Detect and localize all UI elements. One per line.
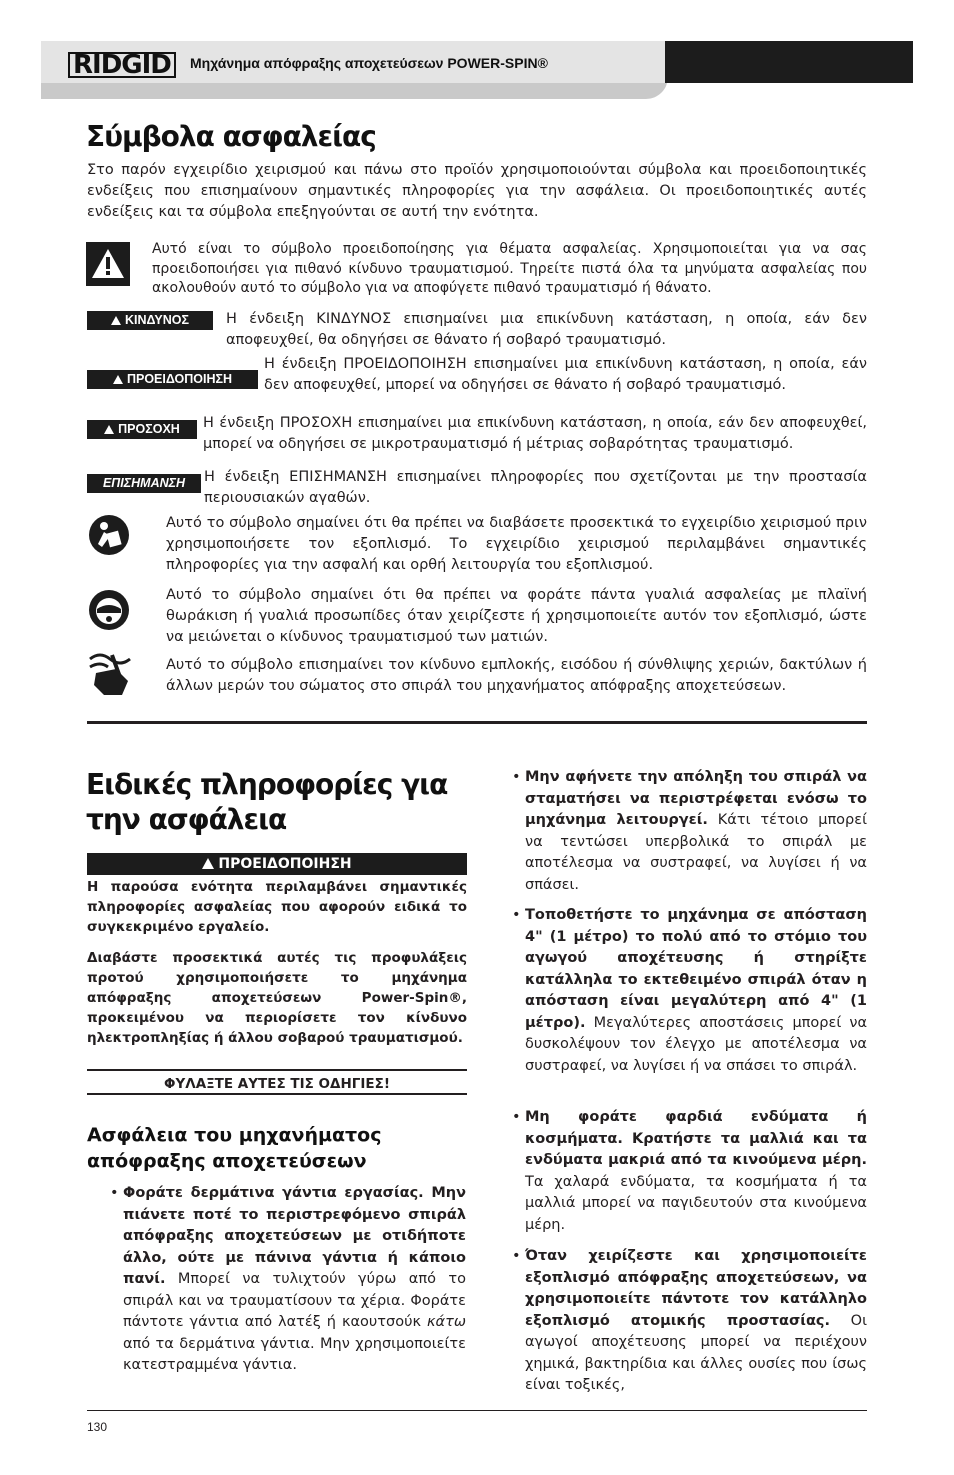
safety-goggles-icon — [88, 589, 130, 631]
safety-goggles-text: Αυτό το σύμβολο σημαίνει ότι θα πρέπει να φοράτε πάντα γυαλιά ασφαλείας με πλαϊνή θωράκιση ή γυαλιά προσωπίδες όταν χειρίζεστε ή χρησιμοποιείτε αυτόν τον εξοπλισμό, ώστε να μειώνεται ο κίνδυνος τραυματισμού των ματιών. — [166, 587, 867, 645]
warning-label: ΠΡΟΕΙΔΟΠΟΙΗΣΗ — [87, 370, 258, 389]
danger-text: Η ένδειξη ΚΙΝΔΥΝΟΣ επισημαίνει μια επικίνδυνη κατάσταση, η οποία, εάν δεν αποφευχθεί, θα οδηγήσει σε θάνατο ή σοβαρό τραυματισμό. — [226, 311, 867, 348]
warning-triangle-icon — [111, 316, 121, 325]
ridgid-logo: RIDGID — [68, 50, 176, 80]
bullet-text: Μπορεί να τυλιχτούν γύρω από το σπιράλ και να τραυματίσουν τα χέρια. Φοράτε πάντοτε γάντια από λατέξ ή καουτσούκ — [123, 1271, 466, 1330]
bullet-text: από τα δερμάτινα γάντια. Μην χρησιμοποιείτε κατεστραμμένα γάντια. — [123, 1335, 466, 1373]
warning-paragraph-1: Η παρούσα ενότητα περιλαμβάνει σημαντικές πληροφορίες ασφαλείας που αφορούν ειδικά το συγκεκριμένο εργαλείο. — [87, 879, 467, 935]
header-black-bar — [665, 41, 913, 83]
bullet-cable-tip — [512, 767, 867, 896]
warning-triangle-icon — [202, 858, 214, 869]
alert-symbol-text: Αυτό είναι το σύμβολο προειδοποίησης για θέματα ασφαλείας. Χρησιμοποιείται για να σας προειδοποιήσει για πιθανό κίνδυνο τραυματισμού. Τηρείτε πιστά όλα τα μηνύματα ασφαλείας που ακολουθούν αυτό το σύμβολο για να αποφύγετε πιθανό τραυματισμό ή θάνατο. — [152, 241, 867, 296]
entanglement-hazard-icon — [86, 649, 132, 699]
warning-text: Η ένδειξη ΠΡΟΕΙΔΟΠΟΙΗΣΗ επισημαίνει μια επικίνδυνη κατάσταση, η οποία, εάν δεν αποφευχθεί, μπορεί να οδηγήσει σε θάνατο ή σοβαρό τραυματισμό. — [264, 356, 867, 393]
bullet-bold-text: Όταν χειρίζεστε και χρησιμοποιείτε εξοπλισμό απόφραξης αποχετεύσεων, να χρησιμοποιείτε πάντοτε τον κατάλληλο εξοπλισμό ατομικής προστασίας. — [525, 1248, 867, 1329]
bullet-dot: • — [512, 1109, 521, 1125]
caution-label: ΠΡΟΣΟΧΗ — [87, 420, 197, 439]
bullet-machine-distance — [512, 905, 867, 1077]
subheading-line-1: Ασφάλεια του μηχανήματος — [87, 1124, 382, 1146]
bullet-gloves — [110, 1183, 466, 1377]
section-heading-symbols: Σύμβολα ασφαλείας — [86, 120, 376, 153]
safety-alert-icon — [86, 242, 130, 286]
bullet-dot: • — [110, 1185, 119, 1201]
read-manual-text: Αυτό το σύμβολο σημαίνει ότι θα πρέπει να διαβάσετε προσεκτικά το εγχειρίδιο χειρισμού πριν χρησιμοποιήσετε τον εξοπλισμό. Το εγχειρίδιο χειρισμού περιλαμβάνει σημαντικές πληροφορίες για την ασφαλή και ορθή λειτουργία του εξοπλισμού. — [166, 515, 867, 573]
bullet-protective-equipment — [512, 1246, 867, 1397]
heading-line-2: την ασφάλεια — [86, 803, 287, 836]
danger-label: ΚΙΝΔΥΝΟΣ — [87, 311, 213, 330]
intro-paragraph: Στο παρόν εγχειρίδιο χειρισμού και πάνω στο προϊόν χρησιμοποιούνται σύμβολα και προειδοποιητικές ενδείξεις που επισημαίνουν σημαντικές πληροφορίες για την ασφάλεια. Οι προειδοποιητικές αυτές ενδείξεις και τα σύμβολα επεξηγούνται σε αυτή την ενότητα. — [87, 162, 867, 220]
bullet-dot: • — [512, 1248, 521, 1264]
section-divider — [87, 721, 867, 724]
warning-paragraph-2: Διαβάστε προσεκτικά αυτές τις προφυλάξεις προτού χρησιμοποιήσετε το μηχάνημα απόφραξης αποχετεύσεων Power-Spin®, προκειμένου να περιορίσετε τον κίνδυνο ηλεκτροπληξίας ή άλλου σοβαρού τραυματισμού. — [87, 950, 467, 1046]
bullet-dot: • — [512, 769, 521, 785]
caution-text: Η ένδειξη ΠΡΟΣΟΧΗ επισημαίνει μια επικίνδυνη κατάσταση, η οποία, εάν δεν αποφευχθεί, μπορεί να οδηγήσει σε μικροτραυματισμό ή μέτριας σοβαρότητας τραυματισμό. — [203, 415, 867, 452]
save-instructions-label: ΦΥΛΑΞΤΕ ΑΥΤΕΣ ΤΙΣ ΟΔΗΓΙΕΣ! — [87, 1069, 467, 1095]
footer-divider — [87, 1410, 867, 1411]
entanglement-text: Αυτό το σύμβολο επισημαίνει τον κίνδυνο εμπλοκής, εισόδου ή σύνθλιψης χεριών, δακτύλων ή άλλων μερών του σώματος στο σπιράλ του μηχανήματος απόφραξης αποχετεύσεων. — [166, 657, 867, 694]
notice-label: ΕΠΙΣΗΜΑΝΣΗ — [87, 474, 201, 493]
bullet-loose-clothing — [512, 1107, 867, 1236]
warning-triangle-icon — [104, 425, 114, 434]
page-number: 130 — [87, 1420, 108, 1434]
heading-line-1: Ειδικές πληροφορίες για — [86, 768, 448, 801]
bullet-bold-text: Μη φοράτε φαρδιά ενδύματα ή κοσμήματα. Κρατήστε τα μαλλιά και τα ενδύματα μακριά από τα κινούμενα μέρη. — [525, 1109, 867, 1168]
warning-triangle-icon — [113, 375, 123, 384]
bullet-bold-text: Φοράτε δερμάτινα γάντια εργασίας. Μην πιάνετε ποτέ το περιστρεφόμενο σπιράλ απόφραξης αποχετεύσεων με οτιδήποτε άλλο, ούτε με πάνινα γάντια ή κάποιο πανί. — [123, 1185, 466, 1287]
bullet-text: Τα χαλαρά ενδύματα, τα κοσμήματα ή τα μαλλιά μπορεί να παγιδευτούν στα κινούμενα μέρη. — [525, 1173, 867, 1233]
bullet-bold-text: Τοποθετήστε το μηχάνημα σε απόσταση 4" (1 μέτρο) το πολύ από το στόμιο του αγωγού αποχέτευσης ή στηρίξτε κατάλληλα το εκτεθειμένο σπιράλ όταν η απόσταση είναι μεγαλύτερη από 4" (1 μέτρο). — [525, 907, 867, 1031]
warning-banner: ΠΡΟΕΙΔΟΠΟΙΗΣΗ — [87, 853, 467, 875]
bullet-text: Οι αγωγοί αποχέτευσης μπορεί να περιέχουν χημικά, βακτηρίδια και άλλες ουσίες που ίσως είναι τοξικές, — [525, 1312, 867, 1393]
bullet-italic-text: κάτω — [427, 1314, 466, 1330]
document-title: Μηχάνημα απόφραξης αποχετεύσεων POWER-SPIN® — [190, 55, 548, 71]
bullet-dot: • — [512, 907, 521, 923]
bullet-bold-text: Μην αφήνετε την απόληξη του σπιράλ να σταματήσει να περιστρέφεται ενόσω το μηχάνημα λειτουργεί. — [525, 769, 867, 828]
section-heading-specific-safety — [86, 767, 447, 837]
subheading-line-2: απόφραξης αποχετεύσεων — [87, 1150, 367, 1172]
bullet-text: Μεγαλύτερες αποστάσεις μπορεί να δυσκολέψουν τον έλεγχο με αποτέλεσμα να συστραφεί, να λυγίσει ή να σπάσει το σπιράλ. — [525, 1014, 867, 1074]
read-manual-icon — [88, 514, 130, 556]
notice-text: Η ένδειξη ΕΠΙΣΗΜΑΝΣΗ επισημαίνει πληροφορίες που σχετίζονται με την προστασία περιουσιακών αγαθών. — [204, 469, 867, 506]
subheading-machine-safety — [87, 1122, 381, 1174]
bullet-text: Κάτι τέτοιο μπορεί να τεντώσει υπερβολικά το σπιράλ με αποτέλεσμα να συστραφεί, να λυγίσει ή να σπάσει. — [525, 812, 867, 893]
